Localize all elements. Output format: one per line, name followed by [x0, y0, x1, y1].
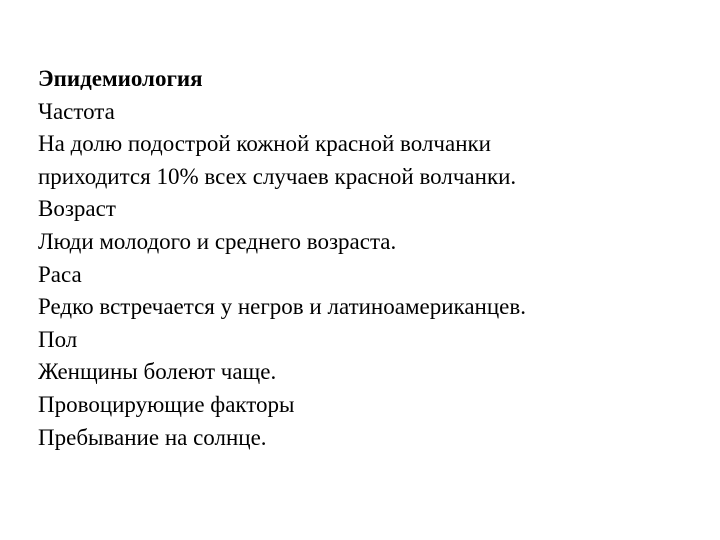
- slide-title: Эпидемиология: [38, 66, 203, 91]
- section-heading-race: Раса: [38, 261, 82, 287]
- section-heading-age: Возраст: [38, 196, 116, 222]
- body-text-line: Женщины болеют чаще.: [38, 359, 277, 385]
- section-heading-provoking-factors: Провоцирующие факторы: [38, 391, 295, 417]
- body-text-line: Пребывание на солнце.: [38, 424, 267, 450]
- section-heading-frequency: Частота: [38, 98, 115, 124]
- body-text-line: приходится 10% всех случаев красной волчанки.: [38, 163, 517, 189]
- slide-content: [38, 63, 698, 454]
- body-text-line: Люди молодого и среднего возраста.: [38, 228, 397, 254]
- body-text-line: На долю подострой кожной красной волчанки: [38, 131, 491, 157]
- section-heading-sex: Пол: [38, 326, 78, 352]
- body-text-line: Редко встречается у негров и латиноамериканцев.: [38, 294, 526, 320]
